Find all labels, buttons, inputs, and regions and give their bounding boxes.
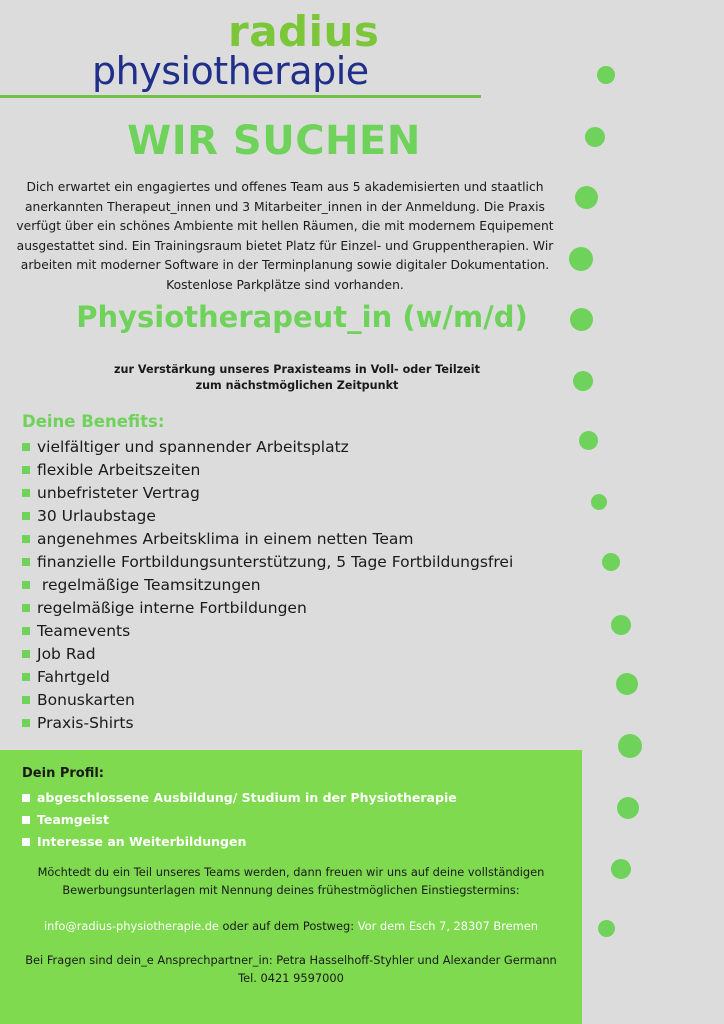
job-subtitle xyxy=(0,362,594,394)
application-line: Bewerbungsunterlagen mit Nennung deines frühestmöglichen Einstiegstermins: xyxy=(62,883,520,897)
benefit-text: unbefristeter Vertrag xyxy=(37,484,200,502)
benefit-item xyxy=(22,436,513,459)
decorative-dot xyxy=(618,734,642,758)
job-title: Physiotherapeut_in (w/m/d) xyxy=(76,300,528,334)
headline: WIR SUCHEN xyxy=(127,118,421,164)
benefit-item xyxy=(22,712,513,735)
contact-middle-text: oder auf dem Postweg: xyxy=(218,919,358,933)
decorative-dot xyxy=(570,308,593,331)
contact-persons-line: Bei Fragen sind dein_e Ansprechpartner_in: Petra Hasselhoff-Styhler und Alexander Germann xyxy=(25,953,557,967)
profile-text: Interesse an Weiterbildungen xyxy=(37,834,247,849)
benefit-text: Teamevents xyxy=(37,622,131,640)
benefit-item xyxy=(22,528,513,551)
bullet-square-icon xyxy=(22,650,30,658)
benefit-item xyxy=(22,505,513,528)
decorative-dot xyxy=(617,797,639,819)
benefit-text: 30 Urlaubstage xyxy=(37,507,156,525)
decorative-dot xyxy=(575,186,598,209)
benefit-text: finanzielle Fortbildungsunterstützung, 5 Tage Fortbildungsfrei xyxy=(37,553,514,571)
bullet-square-icon xyxy=(22,627,30,635)
profile-title: Dein Profil: xyxy=(22,766,105,781)
benefit-item xyxy=(22,551,513,574)
profile-item xyxy=(22,787,457,809)
decorative-dot xyxy=(569,247,593,271)
bullet-square-icon xyxy=(22,535,30,543)
profile-text: Teamgeist xyxy=(37,812,109,827)
bullet-square-icon xyxy=(22,604,30,612)
decorative-dot xyxy=(579,431,598,450)
bullet-square-icon xyxy=(22,696,30,704)
benefit-item xyxy=(22,482,513,505)
profile-item xyxy=(22,831,457,853)
benefit-item xyxy=(22,459,513,482)
benefit-item xyxy=(22,620,513,643)
decorative-dot xyxy=(597,66,615,84)
email-link[interactable]: info@radius-physiotherapie.de xyxy=(43,919,219,933)
benefit-item xyxy=(22,643,513,666)
decorative-dot xyxy=(573,371,593,391)
benefits-list xyxy=(22,436,513,735)
application-text xyxy=(0,863,582,899)
benefit-text: regelmäßige Teamsitzungen xyxy=(37,576,261,594)
decorative-dot xyxy=(616,673,638,695)
phone-number: Tel. 0421 9597000 xyxy=(238,971,344,985)
intro-paragraph: Dich erwartet ein engagiertes und offenes Team aus 5 akademisierten und staatlich anerkannten Therapeut_innen und 3 Mitarbeiter_innen in der Anmeldung. Die Praxis verfügt über ein schönes Ambiente mit hellen Räumen, die mit modernem Equipement ausgestattet sind. Ein Trainingsraum bietet Platz für Einzel- und Gruppentherapien. Wir arbeiten mit moderner Software in der Terminplanung sowie digitaler Dokumentation. Kostenlose Parkplätze sind vorhanden. xyxy=(16,180,554,292)
benefits-title: Deine Benefits: xyxy=(22,412,165,431)
benefit-item xyxy=(22,597,513,620)
decorative-dot xyxy=(591,494,607,510)
benefit-text: Fahrtgeld xyxy=(37,668,110,686)
bullet-square-icon xyxy=(22,673,30,681)
logo-radius-text: radius xyxy=(228,7,380,56)
bullet-square-icon xyxy=(22,794,30,802)
benefit-text: regelmäßige interne Fortbildungen xyxy=(37,599,307,617)
benefit-text: flexible Arbeitszeiten xyxy=(37,461,201,479)
bullet-square-icon xyxy=(22,816,30,824)
contact-persons xyxy=(0,951,582,987)
bullet-square-icon xyxy=(22,512,30,520)
bullet-square-icon xyxy=(22,581,30,589)
benefit-text: Job Rad xyxy=(37,645,96,663)
benefit-text: Praxis-Shirts xyxy=(37,714,134,732)
contact-line xyxy=(0,917,582,935)
benefit-text: vielfältiger und spannender Arbeitsplatz xyxy=(37,438,349,456)
application-line: Möchtedt du ein Teil unseres Teams werden, dann freuen wir uns auf deine vollständigen xyxy=(37,865,545,879)
decorative-dot xyxy=(602,553,620,571)
decorative-dot xyxy=(611,615,631,635)
header-divider xyxy=(0,95,481,98)
benefit-item xyxy=(22,574,513,597)
logo-physiotherapie-text: physiotherapie xyxy=(92,49,369,93)
profile-list xyxy=(22,787,457,853)
profile-item xyxy=(22,809,457,831)
profile-text: abgeschlossene Ausbildung/ Studium in der Physiotherapie xyxy=(37,790,457,805)
decorative-dot xyxy=(611,859,631,879)
job-subtitle-line: zur Verstärkung unseres Praxisteams in Voll- oder Teilzeit xyxy=(114,363,480,376)
bullet-square-icon xyxy=(22,719,30,727)
profile-panel xyxy=(0,750,582,1024)
bullet-square-icon xyxy=(22,838,30,846)
job-subtitle-line: zum nächstmöglichen Zeitpunkt xyxy=(195,379,399,392)
bullet-square-icon xyxy=(22,443,30,451)
decorative-dot xyxy=(585,127,605,147)
benefit-text: Bonuskarten xyxy=(37,691,135,709)
benefit-item xyxy=(22,689,513,712)
postal-address: Vor dem Esch 7, 28307 Bremen xyxy=(357,919,538,933)
benefit-item xyxy=(22,666,513,689)
bullet-square-icon xyxy=(22,489,30,497)
bullet-square-icon xyxy=(22,466,30,474)
bullet-square-icon xyxy=(22,558,30,566)
benefit-text: angenehmes Arbeitsklima in einem netten Team xyxy=(37,530,414,548)
decorative-dot xyxy=(598,920,615,937)
